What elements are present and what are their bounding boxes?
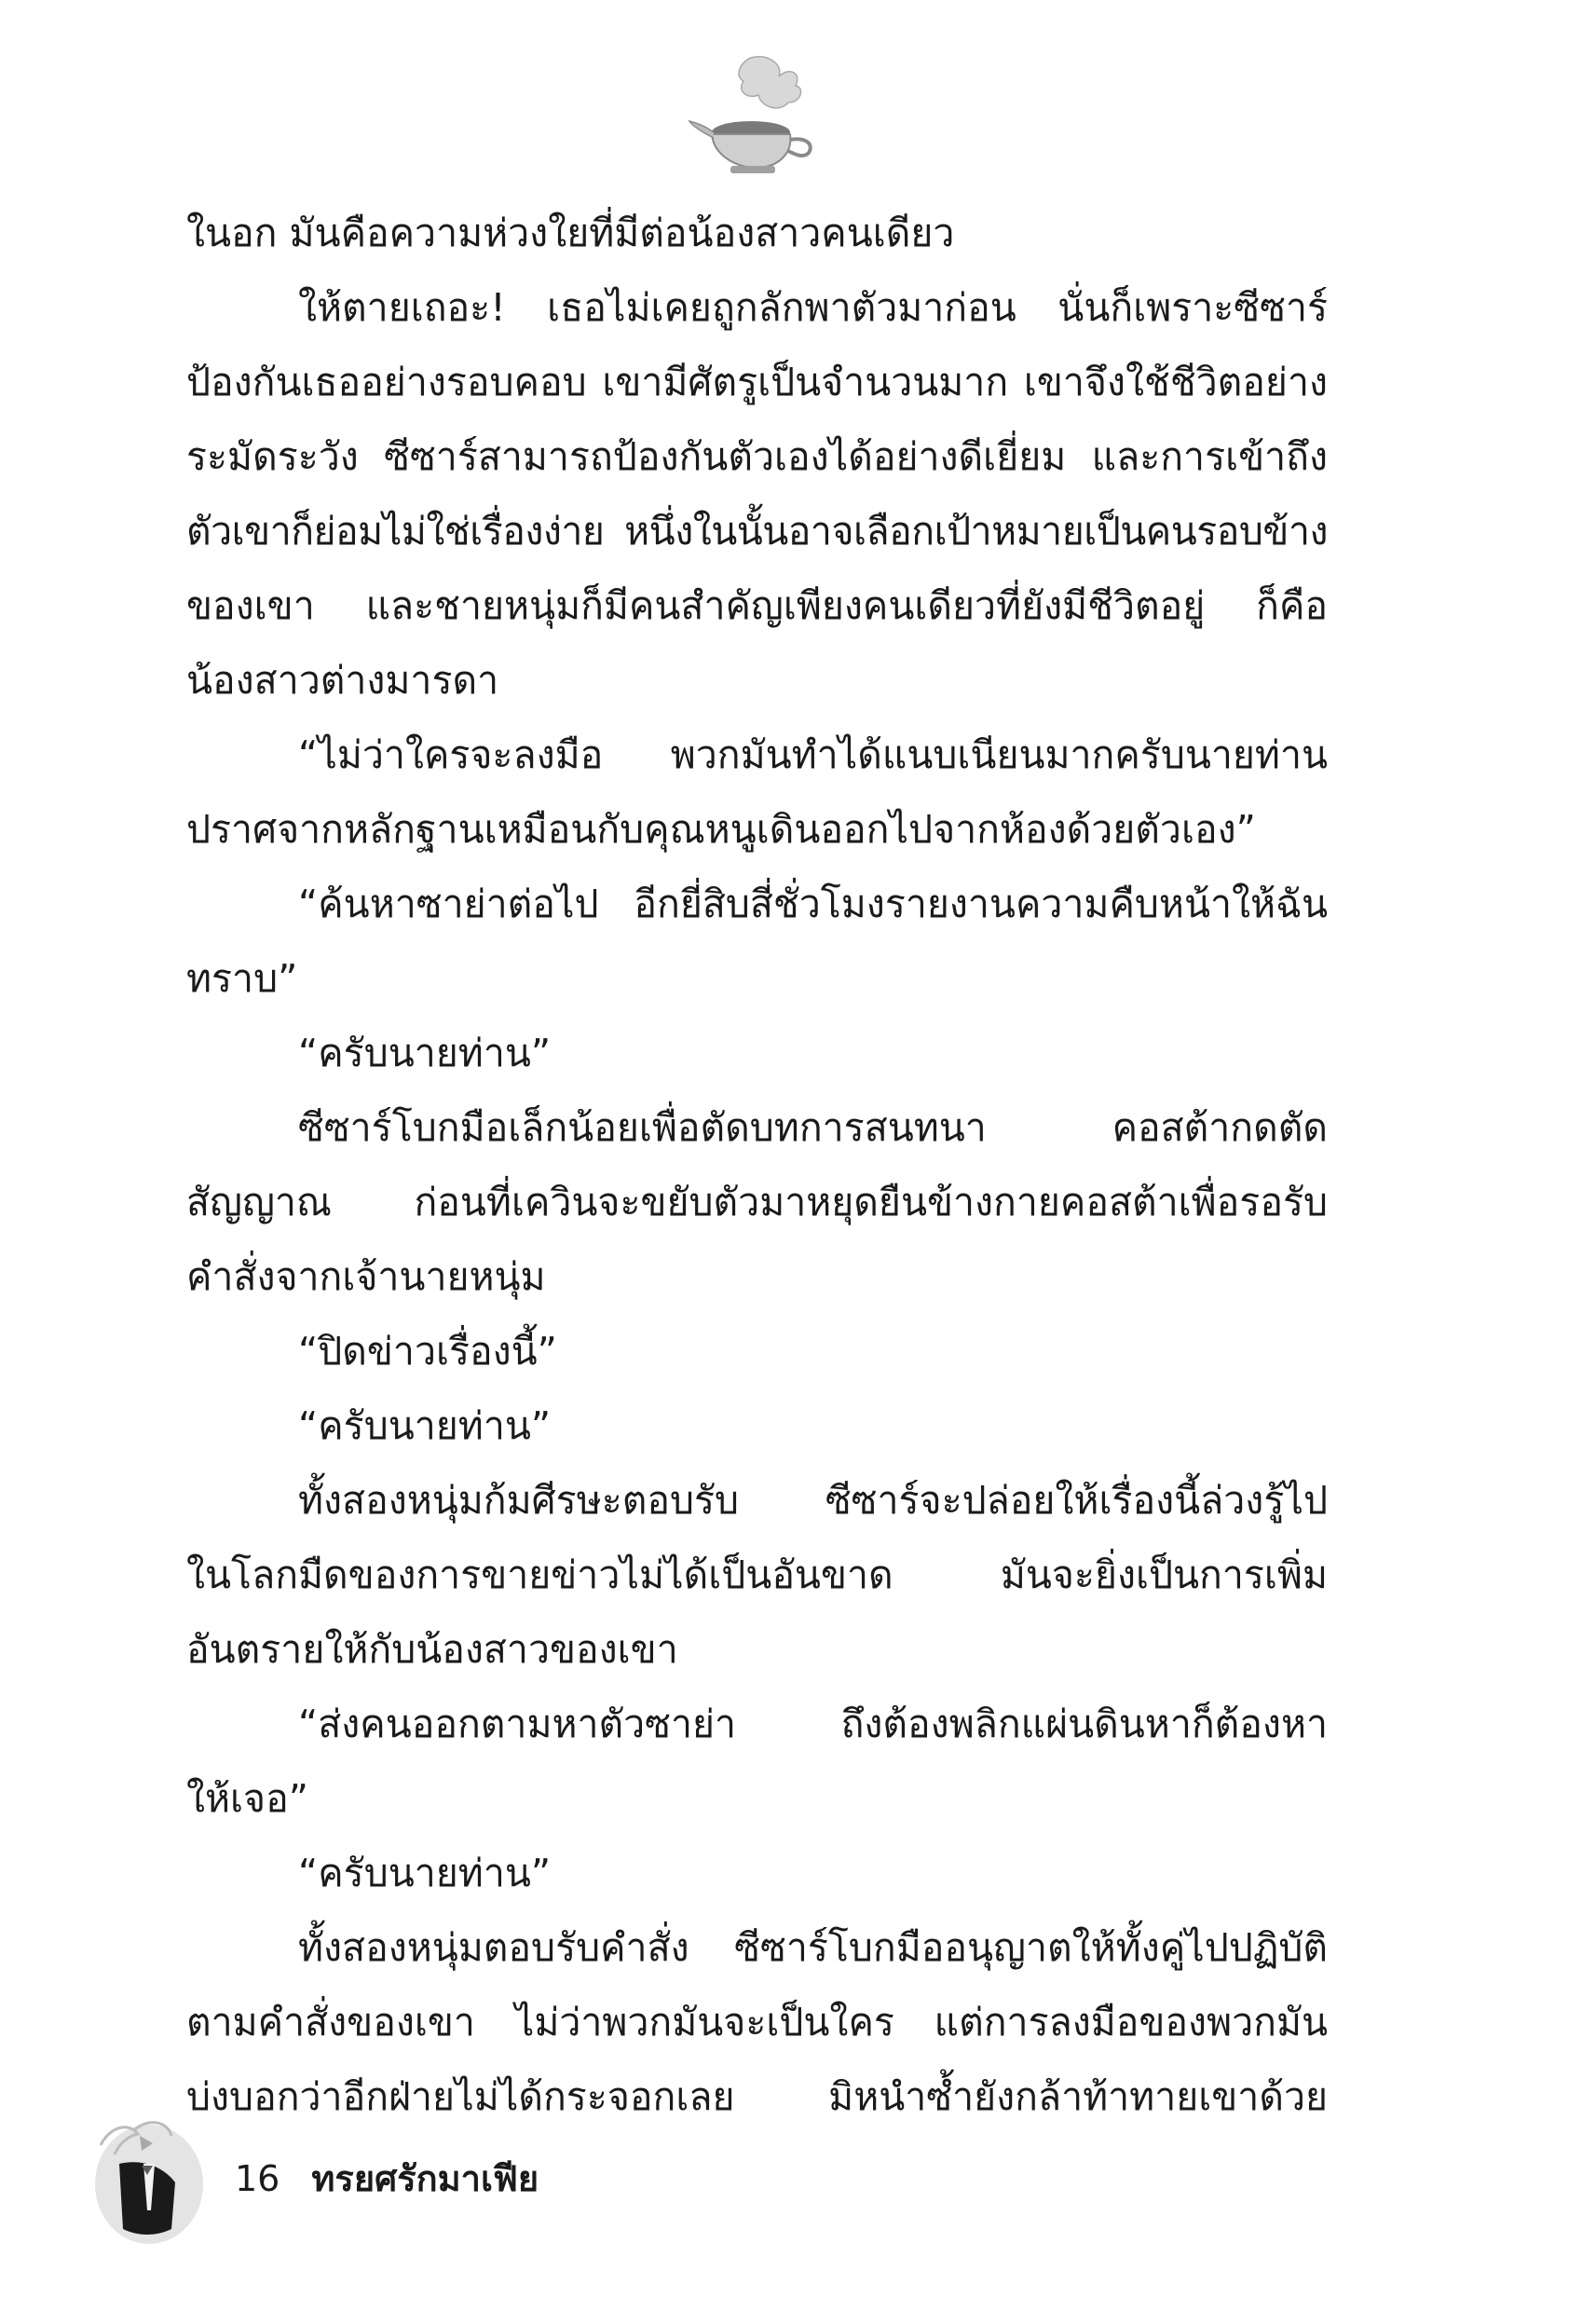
text-line: “ไม่ว่าใครจะลงมือ พวกมันทำได้แนบเนียนมากครับนายท่าน (298, 732, 1328, 777)
text-line: ทั้งสองหนุ่มตอบรับคำสั่ง ซีซาร์โบกมืออนุญาตให้ทั้งคู่ไปปฏิบัติ (298, 1925, 1328, 1970)
text-line: ให้เจอ” (186, 1776, 308, 1821)
text-line: “ครับนายท่าน” (298, 1851, 552, 1895)
text-line: ในอก มันคือความห่วงใยที่มีต่อน้องสาวคนเดียว (186, 211, 955, 255)
text-line: “ปิดข่าวเรื่องนี้” (298, 1329, 557, 1374)
text-line: บ่งบอกว่าอีกฝ่ายไม่ได้กระจอกเลย มิหนำซ้ำยังกล้าท้าทายเขาด้วย (186, 2074, 1328, 2119)
text-line: ระมัดระวัง ซีซาร์สามารถป้องกันตัวเองได้อย่างดีเยี่ยม และการเข้าถึง (186, 434, 1328, 479)
text-line: ซีซาร์โบกมือเล็กน้อยเพื่อตัดบทการสนทนา คอสต้ากดตัด (298, 1105, 1328, 1150)
text-line: “ค้นหาซาย่าต่อไป อีกยี่สิบสี่ชั่วโมงรายงานความคืบหน้าให้ฉัน (298, 882, 1328, 926)
text-line: “ครับนายท่าน” (298, 1031, 552, 1075)
book-title: ทรยศรักมาเฟีย (311, 2158, 539, 2199)
text-line: “ครับนายท่าน” (298, 1403, 552, 1448)
text-line: ตัวเขาก็ย่อมไม่ใช่เรื่องง่าย หนึ่งในนั้นอาจเลือกเป้าหมายเป็นคนรอบข้าง (186, 509, 1328, 554)
page-number: 16 (235, 2158, 280, 2199)
text-line: อันตรายให้กับน้องสาวของเขา (186, 1627, 678, 1672)
text-line: ของเขา และชายหนุ่มก็มีคนสำคัญเพียงคนเดียวที่ยังมีชีวิตอยู่ ก็คือ (186, 583, 1328, 628)
text-line: ปราศจากหลักฐานเหมือนกับคุณหนูเดินออกไปจากห้องด้วยตัวเอง” (186, 807, 1256, 852)
text-line: ให้ตายเถอะ! เธอไม่เคยถูกลักพาตัวมาก่อน นั่นก็เพราะซีซาร์ (298, 285, 1328, 330)
genie-lamp-icon (686, 48, 825, 179)
text-line: คำสั่งจากเจ้านายหนุ่ม (186, 1254, 546, 1299)
text-line: ทั้งสองหนุ่มก้มศีรษะตอบรับ ซีซาร์จะปล่อยให้เรื่องนี้ล่วงรู้ไป (298, 1478, 1328, 1523)
text-line: ทราบ” (186, 956, 298, 1001)
page-footer (235, 2151, 539, 2207)
text-line: “ส่งคนออกตามหาตัวซาย่า ถึงต้องพลิกแผ่นดินหาก็ต้องหา (298, 1702, 1328, 1746)
ribbon-suit-icon (82, 2108, 212, 2248)
text-line: ป้องกันเธออย่างรอบคอบ เขามีศัตรูเป็นจำนวนมาก เขาจึงใช้ชีวิตอย่าง (186, 360, 1328, 404)
text-line: ตามคำสั่งของเขา ไม่ว่าพวกมันจะเป็นใคร แต่การลงมือของพวกมัน (186, 2000, 1328, 2044)
text-line: ในโลกมืดของการขายข่าวไม่ได้เป็นอันขาด มันจะยิ่งเป็นการเพิ่ม (186, 1552, 1328, 1597)
text-line: น้องสาวต่างมารดา (186, 658, 499, 703)
text-line: สัญญาณ ก่อนที่เควินจะขยับตัวมาหยุดยืนข้างกายคอสต้าเพื่อรอรับ (186, 1180, 1328, 1224)
